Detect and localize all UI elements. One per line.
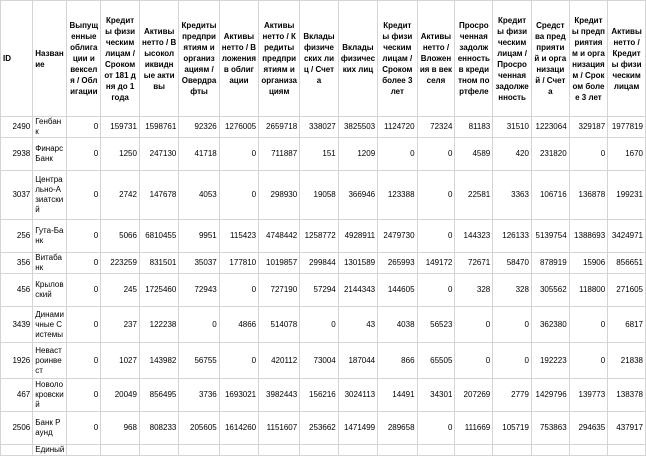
- cell-value[interactable]: 19058: [300, 171, 339, 220]
- cell-value[interactable]: 187044: [338, 343, 377, 379]
- cell-value[interactable]: [101, 445, 140, 456]
- cell-value[interactable]: 0: [569, 343, 608, 379]
- table-row: [1, 253, 646, 274]
- table-row: [1, 445, 646, 456]
- column-header[interactable]: Кредиты физическим лицам / Просроченная задолженность: [493, 1, 532, 117]
- cell-value[interactable]: 1977819: [608, 117, 646, 138]
- cell-value[interactable]: 1429796: [531, 379, 569, 412]
- cell-value[interactable]: 143982: [139, 343, 178, 379]
- cell-value[interactable]: 106716: [531, 171, 569, 220]
- cell-value[interactable]: 1388693: [569, 220, 608, 253]
- cell-value[interactable]: 289658: [378, 412, 417, 445]
- cell-value[interactable]: 1250: [101, 138, 140, 171]
- cell-name[interactable]: Финарс Банк: [33, 138, 67, 171]
- cell-value[interactable]: 1124720: [378, 117, 417, 138]
- cell-value[interactable]: 328: [493, 274, 532, 307]
- cell-value[interactable]: 0: [67, 274, 101, 307]
- cell-value[interactable]: 753863: [531, 412, 569, 445]
- column-header[interactable]: Кредиты предприятиям и организациям / Сроком более 3 лет: [569, 1, 608, 117]
- cell-value[interactable]: 1151607: [259, 412, 300, 445]
- cell-value[interactable]: 2742: [101, 171, 140, 220]
- cell-value[interactable]: [67, 445, 101, 456]
- cell-name[interactable]: Витабанк: [33, 253, 67, 274]
- cell-value[interactable]: 92326: [179, 117, 219, 138]
- cell-value[interactable]: 41718: [179, 138, 219, 171]
- cell-value[interactable]: 156216: [300, 379, 339, 412]
- table-row: [1, 117, 646, 138]
- cell-value[interactable]: 1209: [338, 138, 377, 171]
- cell-id[interactable]: 3037: [1, 171, 33, 220]
- cell-value[interactable]: 21838: [608, 343, 646, 379]
- cell-value[interactable]: 111669: [455, 412, 493, 445]
- column-header[interactable]: Активы нетто / Вложения в облигации: [219, 1, 258, 117]
- cell-value[interactable]: 192223: [531, 343, 569, 379]
- cell-value[interactable]: 878919: [531, 253, 569, 274]
- cell-value[interactable]: [300, 445, 339, 456]
- cell-name[interactable]: Генбанк: [33, 117, 67, 138]
- cell-value[interactable]: 0: [67, 307, 101, 343]
- cell-value[interactable]: 305562: [531, 274, 569, 307]
- cell-value[interactable]: 856495: [139, 379, 178, 412]
- cell-value[interactable]: 231820: [531, 138, 569, 171]
- cell-value[interactable]: 4038: [378, 307, 417, 343]
- cell-value[interactable]: 144605: [378, 274, 417, 307]
- cell-value[interactable]: 207269: [455, 379, 493, 412]
- cell-value[interactable]: 57294: [300, 274, 339, 307]
- cell-name[interactable]: Единый: [33, 445, 67, 456]
- cell-value[interactable]: 0: [417, 220, 455, 253]
- cell-value[interactable]: 65505: [417, 343, 455, 379]
- cell-value[interactable]: 72324: [417, 117, 455, 138]
- cell-value[interactable]: 3363: [493, 171, 532, 220]
- cell-value[interactable]: 0: [417, 412, 455, 445]
- cell-value[interactable]: 271605: [608, 274, 646, 307]
- cell-value[interactable]: 1019857: [259, 253, 300, 274]
- cell-value[interactable]: [179, 445, 219, 456]
- cell-value[interactable]: 0: [219, 343, 258, 379]
- cell-value[interactable]: 9951: [179, 220, 219, 253]
- cell-value[interactable]: [493, 445, 532, 456]
- cell-value[interactable]: 2144343: [338, 274, 377, 307]
- cell-id[interactable]: 2490: [1, 117, 33, 138]
- column-header[interactable]: Активы нетто / Высоколиквидные активы: [139, 1, 178, 117]
- cell-value[interactable]: 3736: [179, 379, 219, 412]
- cell-id[interactable]: 2938: [1, 138, 33, 171]
- cell-value[interactable]: 328: [455, 274, 493, 307]
- cell-id[interactable]: 2506: [1, 412, 33, 445]
- cell-value[interactable]: 265993: [378, 253, 417, 274]
- cell-value[interactable]: 72671: [455, 253, 493, 274]
- cell-value[interactable]: 72943: [179, 274, 219, 307]
- cell-value[interactable]: 35037: [179, 253, 219, 274]
- cell-value[interactable]: 118800: [569, 274, 608, 307]
- cell-name[interactable]: Крыловский: [33, 274, 67, 307]
- column-header[interactable]: Активы нетто / Вложения в векселя: [417, 1, 455, 117]
- cell-value[interactable]: 1693021: [219, 379, 258, 412]
- cell-value[interactable]: 3982443: [259, 379, 300, 412]
- cell-value[interactable]: 56523: [417, 307, 455, 343]
- cell-value[interactable]: 727190: [259, 274, 300, 307]
- cell-value[interactable]: 0: [67, 379, 101, 412]
- cell-value[interactable]: 5066: [101, 220, 140, 253]
- cell-value[interactable]: 0: [493, 307, 532, 343]
- cell-name[interactable]: Новолокровский: [33, 379, 67, 412]
- cell-value[interactable]: 123388: [378, 171, 417, 220]
- cell-value[interactable]: 514078: [259, 307, 300, 343]
- cell-value[interactable]: 6810455: [139, 220, 178, 253]
- cell-id[interactable]: 256: [1, 220, 33, 253]
- cell-value[interactable]: 115423: [219, 220, 258, 253]
- cell-value[interactable]: 831501: [139, 253, 178, 274]
- cell-value[interactable]: 437917: [608, 412, 646, 445]
- cell-value[interactable]: 1725460: [139, 274, 178, 307]
- cell-value[interactable]: 856651: [608, 253, 646, 274]
- cell-value[interactable]: 0: [219, 171, 258, 220]
- cell-value[interactable]: 149172: [417, 253, 455, 274]
- cell-value[interactable]: 362380: [531, 307, 569, 343]
- cell-value[interactable]: 151: [300, 138, 339, 171]
- table-row: [1, 343, 646, 379]
- cell-value[interactable]: 329187: [569, 117, 608, 138]
- column-header[interactable]: Вклады физических лиц / Счета: [300, 1, 339, 117]
- cell-value[interactable]: [417, 445, 455, 456]
- cell-value[interactable]: 15906: [569, 253, 608, 274]
- cell-value[interactable]: 247130: [139, 138, 178, 171]
- column-header[interactable]: Название: [33, 1, 67, 117]
- table-row: [1, 220, 646, 253]
- column-header[interactable]: Кредиты физическим лицам / Сроком от 181 дня до 1 года: [101, 1, 140, 117]
- cell-value[interactable]: 4748442: [259, 220, 300, 253]
- column-header[interactable]: Просроченная задолженность в кредитном портфеле: [455, 1, 493, 117]
- cell-value[interactable]: 1276005: [219, 117, 258, 138]
- cell-value[interactable]: 1614260: [219, 412, 258, 445]
- cell-value[interactable]: 139773: [569, 379, 608, 412]
- cell-value[interactable]: 0: [417, 274, 455, 307]
- cell-value[interactable]: 808233: [139, 412, 178, 445]
- column-header[interactable]: Активы нетто / Кредиты предприятиям и организациям: [259, 1, 300, 117]
- cell-value[interactable]: 14491: [378, 379, 417, 412]
- table-row: [1, 412, 646, 445]
- table-row: [1, 171, 646, 220]
- cell-value[interactable]: 0: [455, 343, 493, 379]
- cell-value[interactable]: [139, 445, 178, 456]
- cell-id[interactable]: 1926: [1, 343, 33, 379]
- cell-value[interactable]: 0: [67, 220, 101, 253]
- cell-value[interactable]: 0: [455, 307, 493, 343]
- table-row: [1, 307, 646, 343]
- header-row: [1, 1, 646, 117]
- cell-value[interactable]: 4589: [455, 138, 493, 171]
- cell-value[interactable]: 31510: [493, 117, 532, 138]
- cell-value[interactable]: 2779: [493, 379, 532, 412]
- cell-value[interactable]: 0: [417, 138, 455, 171]
- cell-value[interactable]: 1027: [101, 343, 140, 379]
- cell-id[interactable]: 456: [1, 274, 33, 307]
- cell-name[interactable]: Невастроинвест: [33, 343, 67, 379]
- column-header[interactable]: Выпущенные облигации и векселя / Облигации: [67, 1, 101, 117]
- cell-value[interactable]: [455, 445, 493, 456]
- cell-value[interactable]: [259, 445, 300, 456]
- cell-value[interactable]: 1471499: [338, 412, 377, 445]
- cell-value[interactable]: 138378: [608, 379, 646, 412]
- cell-value[interactable]: 5139754: [531, 220, 569, 253]
- cell-value[interactable]: 1598761: [139, 117, 178, 138]
- column-header[interactable]: ID: [1, 1, 33, 117]
- cell-id[interactable]: 356: [1, 253, 33, 274]
- cell-value[interactable]: 294635: [569, 412, 608, 445]
- cell-value[interactable]: 199231: [608, 171, 646, 220]
- cell-value[interactable]: [531, 445, 569, 456]
- cell-value[interactable]: 237: [101, 307, 140, 343]
- cell-value[interactable]: 711887: [259, 138, 300, 171]
- cell-value[interactable]: 144323: [455, 220, 493, 253]
- cell-value[interactable]: 159731: [101, 117, 140, 138]
- cell-value[interactable]: 0: [67, 343, 101, 379]
- cell-name[interactable]: Центрально-Азиатский: [33, 171, 67, 220]
- cell-name[interactable]: Гута-Банк: [33, 220, 67, 253]
- cell-value[interactable]: 866: [378, 343, 417, 379]
- cell-value[interactable]: 136878: [569, 171, 608, 220]
- cell-value[interactable]: 0: [67, 138, 101, 171]
- cell-value[interactable]: 2659718: [259, 117, 300, 138]
- column-header[interactable]: Кредиты физическим лицам / Сроком более 3 лет: [378, 1, 417, 117]
- column-header[interactable]: Средства предприятий и организаций / Счета: [531, 1, 569, 117]
- cell-value[interactable]: 147678: [139, 171, 178, 220]
- table-row: [1, 138, 646, 171]
- cell-value[interactable]: 4928911: [338, 220, 377, 253]
- cell-value[interactable]: 0: [569, 307, 608, 343]
- cell-value[interactable]: 81183: [455, 117, 493, 138]
- cell-value[interactable]: 0: [417, 171, 455, 220]
- cell-id[interactable]: [1, 445, 33, 456]
- cell-id[interactable]: 467: [1, 379, 33, 412]
- cell-value[interactable]: 0: [67, 171, 101, 220]
- cell-value[interactable]: 0: [179, 307, 219, 343]
- cell-value[interactable]: 1258772: [300, 220, 339, 253]
- table-body: [1, 117, 646, 456]
- cell-value[interactable]: 3424971: [608, 220, 646, 253]
- cell-value[interactable]: 1223064: [531, 117, 569, 138]
- cell-value[interactable]: 223259: [101, 253, 140, 274]
- cell-value[interactable]: 245: [101, 274, 140, 307]
- cell-value[interactable]: [569, 445, 608, 456]
- cell-value[interactable]: 3825503: [338, 117, 377, 138]
- cell-name[interactable]: Динамичные Системы: [33, 307, 67, 343]
- cell-value[interactable]: 58470: [493, 253, 532, 274]
- cell-value[interactable]: 420: [493, 138, 532, 171]
- cell-value[interactable]: 0: [493, 343, 532, 379]
- cell-value[interactable]: 126133: [493, 220, 532, 253]
- cell-value[interactable]: 299844: [300, 253, 339, 274]
- cell-value[interactable]: 0: [219, 138, 258, 171]
- cell-value[interactable]: 0: [378, 138, 417, 171]
- cell-value[interactable]: 366946: [338, 171, 377, 220]
- cell-value[interactable]: 298930: [259, 171, 300, 220]
- cell-id[interactable]: 3439: [1, 307, 33, 343]
- cell-value[interactable]: 0: [67, 117, 101, 138]
- cell-value[interactable]: 43: [338, 307, 377, 343]
- cell-value[interactable]: 0: [300, 307, 339, 343]
- cell-value[interactable]: 205605: [179, 412, 219, 445]
- cell-value[interactable]: 0: [569, 138, 608, 171]
- cell-value[interactable]: 968: [101, 412, 140, 445]
- cell-value[interactable]: 253662: [300, 412, 339, 445]
- cell-value[interactable]: [338, 445, 377, 456]
- cell-value[interactable]: 177810: [219, 253, 258, 274]
- cell-value[interactable]: 2479730: [378, 220, 417, 253]
- cell-value[interactable]: 22581: [455, 171, 493, 220]
- cell-value[interactable]: 105719: [493, 412, 532, 445]
- cell-value[interactable]: 1670: [608, 138, 646, 171]
- column-header[interactable]: Вклады физических лиц: [338, 1, 377, 117]
- cell-value[interactable]: 122238: [139, 307, 178, 343]
- cell-value[interactable]: [608, 445, 646, 456]
- cell-value[interactable]: 3024113: [338, 379, 377, 412]
- cell-value[interactable]: 73004: [300, 343, 339, 379]
- cell-value[interactable]: 4866: [219, 307, 258, 343]
- cell-name[interactable]: Банк Раунд: [33, 412, 67, 445]
- cell-value[interactable]: 1301589: [338, 253, 377, 274]
- column-header[interactable]: Кредиты предприятиям и организациям / Овердрафты: [179, 1, 219, 117]
- cell-value[interactable]: 0: [219, 274, 258, 307]
- column-header[interactable]: Активы нетто / Кредиты физическим лицам: [608, 1, 646, 117]
- cell-value[interactable]: 338027: [300, 117, 339, 138]
- cell-value[interactable]: 0: [67, 253, 101, 274]
- cell-value[interactable]: 0: [67, 412, 101, 445]
- cell-value[interactable]: 56755: [179, 343, 219, 379]
- cell-value[interactable]: [219, 445, 258, 456]
- cell-value[interactable]: [378, 445, 417, 456]
- cell-value[interactable]: 6817: [608, 307, 646, 343]
- cell-value[interactable]: 20049: [101, 379, 140, 412]
- table-row: [1, 274, 646, 307]
- cell-value[interactable]: 4053: [179, 171, 219, 220]
- table-row: [1, 379, 646, 412]
- cell-value[interactable]: 34301: [417, 379, 455, 412]
- cell-value[interactable]: 420112: [259, 343, 300, 379]
